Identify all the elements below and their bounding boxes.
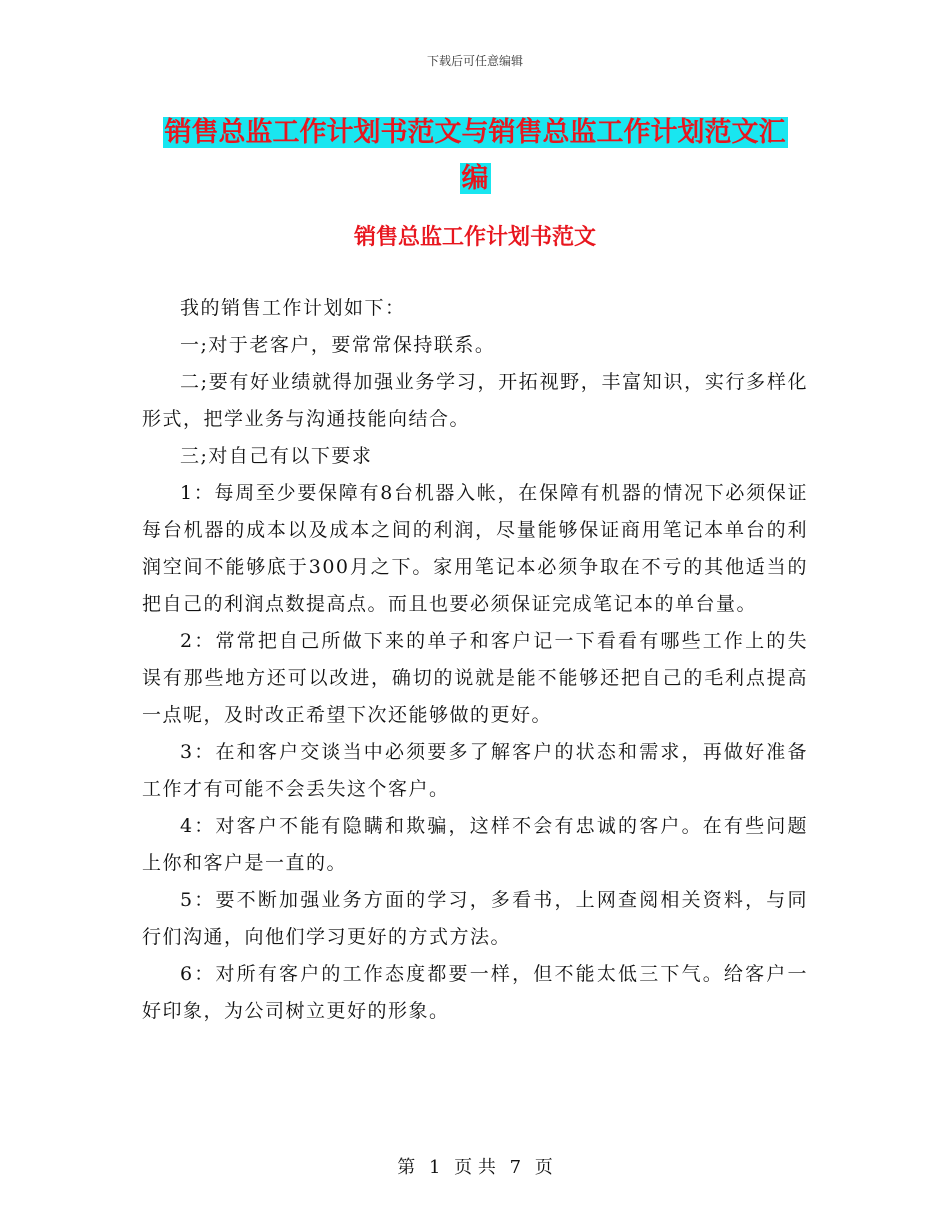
title-line-1: 销售总监工作计划书范文与销售总监工作计划范文汇 — [164, 117, 786, 148]
page-header-note: 下载后可任意编辑 — [426, 54, 523, 68]
paragraph: 三;对自己有以下要求 — [180, 445, 373, 467]
footer-prefix: 第 — [397, 1157, 416, 1178]
paragraph: 1：每周至少要保障有8台机器入帐，在保障有机器的情况下必须保证每台机器的成本以及成本之间的利润，尽量能够保证商用笔记本单台的利润空间不能够底于300月之下。家用笔记本必须争取在不亏的其他适当的把自己的利润点数提高点。而且也要必须保证完成笔记本的单台量。 — [142, 482, 808, 615]
footer-suffix: 页 — [534, 1157, 553, 1178]
paragraph: 5：要不断加强业务方面的学习，多看书，上网查阅相关资料，与同行们沟通，向他们学习更好的方式方法。 — [142, 889, 808, 948]
section-title: 销售总监工作计划书范文 — [353, 225, 596, 250]
paragraph: 3：在和客户交谈当中必须要多了解客户的状态和需求，再做好准备工作才有可能不会丢失这个客户。 — [142, 741, 808, 800]
paragraph: 2：常常把自己所做下来的单子和客户记一下看看有哪些工作上的失误有那些地方还可以改进，确切的说就是能不能够还把自己的毛利点提高一点呢，及时改正希望下次还能够做的更好。 — [142, 630, 808, 726]
document-title — [140, 110, 810, 202]
page-footer — [0, 1153, 950, 1179]
footer-total-pages: 7 — [509, 1157, 522, 1178]
paragraph: 二;要有好业绩就得加强业务学习，开拓视野，丰富知识，实行多样化形式，把学业务与沟通技能向结合。 — [142, 371, 808, 430]
title-line-2: 编 — [461, 163, 489, 194]
document-body — [142, 290, 808, 1030]
paragraph: 6：对所有客户的工作态度都要一样，但不能太低三下气。给客户一好印象，为公司树立更好的形象。 — [142, 963, 808, 1022]
paragraph: 一;对于老客户，要常常保持联系。 — [180, 334, 496, 356]
paragraph: 我的销售工作计划如下： — [180, 297, 406, 319]
paragraph: 4：对客户不能有隐瞒和欺骗，这样不会有忠诚的客户。在有些问题上你和客户是一直的。 — [142, 815, 808, 874]
footer-page-number: 1 — [428, 1157, 441, 1178]
footer-mid: 页 共 — [454, 1157, 496, 1178]
